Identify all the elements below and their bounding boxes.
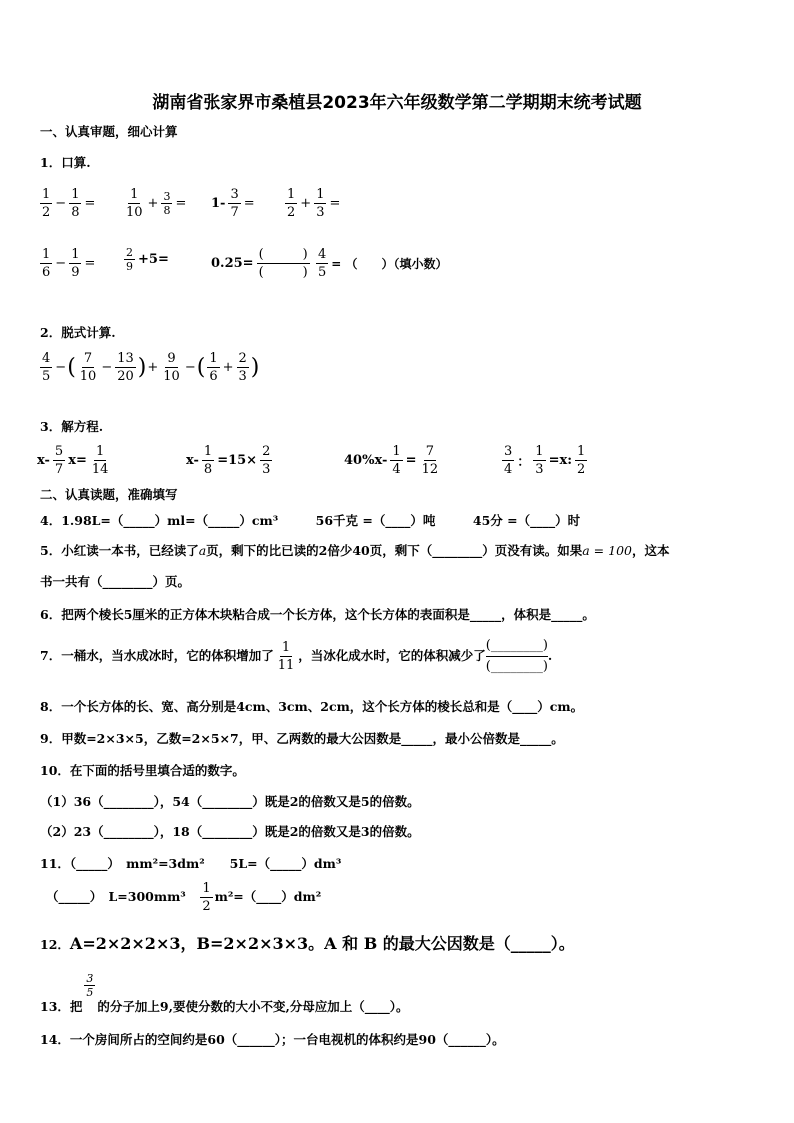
q5-line-2: 书一共有（________）页。 — [40, 574, 191, 589]
q7-text: 7．一桶水，当水成冰时，它的体积增加了 $\frac{1}{11}$ ，当冰化成水时，它的体积减少了 $\frac{(\_\_\_\_\_\_\_\_)}{(\_\_\_\_\_\_\_\_)}$ . — [40, 638, 553, 674]
q3-equation-1: x- $\frac{5}{7}$ x= $\frac{1}{14}$ — [37, 444, 109, 477]
q3-equation-3: 40%x- $\frac{1}{4}$ = $\frac{7}{12}$ — [344, 444, 439, 477]
q6-text: 6．把两个棱长5厘米的正方体木块粘合成一个长方体，这个长方体的表面积是_____，体积是_____。 — [40, 607, 595, 622]
q1-label: 1．口算. — [40, 155, 91, 170]
page-title: 湖南省张家界市桑植县2023年六年级数学第二学期期末统考试题 — [152, 93, 642, 113]
q11-line-2: （_____） L=300mm³ $\frac{1}{2}$ m²=（____）dm² — [46, 881, 322, 914]
section-2-heading: 二、认真读题，准确填写 — [40, 487, 178, 502]
q8-text: 8．一个长方体的长、宽、高分别是4cm、3cm、2cm，这个长方体的棱长总和是（____）cm。 — [40, 699, 584, 714]
q2-label: 2．脱式计算. — [40, 325, 116, 340]
q10-label: 10．在下面的括号里填合适的数字。 — [40, 763, 245, 778]
q13-text: 13．把 $\frac{3}{5}$ 的分子加上9,要使分数的大小不变,分母应加上（____）。 — [40, 972, 409, 1014]
q1-item-5: $\frac{1}{6}$ − $\frac{1}{9}$ = — [42, 247, 96, 280]
q3-equation-2: x- $\frac{1}{8}$ =15× $\frac{2}{3}$ — [186, 444, 271, 477]
q1-item-7: 0.25= $\frac{( )}{( )}$ — [211, 247, 308, 280]
q3-label: 3．解方程. — [40, 419, 104, 434]
q1-item-2: $\frac{1}{10}$ + $\frac{3}{8}$ = — [126, 187, 187, 220]
q4-text: 4．1.98L=（_____）ml=（_____）cm³ 56千克 =（____）吨 45分 =（____）时 — [40, 513, 581, 528]
q2-expression: $\frac{4}{5}$ −( $\frac{7}{10}$ − $\frac{13}{20}$ )+ $\frac{9}{10}$ −( $\frac{1}{6}$ + $\frac{2}{3}$ ) — [42, 351, 260, 384]
q3-equation-4: $\frac{3}{4}$ ： $\frac{1}{3}$ =x: $\frac{1}{2}$ — [504, 444, 586, 477]
q12-text: 12．A=2×2×2×3，B=2×2×3×3。A 和 B 的最大公因数是（_____）。 — [40, 934, 575, 953]
q1-item-8: $\frac{4}{5}$ = （ ）（填小数） — [318, 247, 448, 280]
q11-line-1: 11．（_____） mm²=3dm² 5L=（_____）dm³ — [40, 856, 342, 871]
section-1-heading: 一、认真审题，细心计算 — [40, 124, 178, 139]
q10-line-1: （1）36（________），54（________）既是2的倍数又是5的倍数。 — [40, 794, 420, 809]
q1-item-6: $\frac{2}{9}$ +5= — [126, 246, 169, 273]
q9-text: 9．甲数=2×3×5，乙数=2×5×7，甲、乙两数的最大公因数是_____，最小公倍数是_____。 — [40, 731, 564, 746]
q14-text: 14．一个房间所占的空间约是60（______）；一台电视机的体积约是90（______）。 — [40, 1032, 505, 1047]
q1-item-3: 1- $\frac{3}{7}$ = — [211, 187, 255, 220]
q1-item-4: $\frac{1}{2}$ + $\frac{1}{3}$ = — [287, 187, 341, 220]
q5-line-1: 5．小红读一本书，已经读了a页，剩下的比已读的2倍少40页，剩下（________）页没有读。如果a = 100，这本 — [40, 543, 670, 558]
q1-item-1: $\frac{1}{2}$ − $\frac{1}{8}$ = — [42, 187, 96, 220]
q10-line-2: （2）23（________），18（________）既是2的倍数又是3的倍数。 — [40, 824, 420, 839]
